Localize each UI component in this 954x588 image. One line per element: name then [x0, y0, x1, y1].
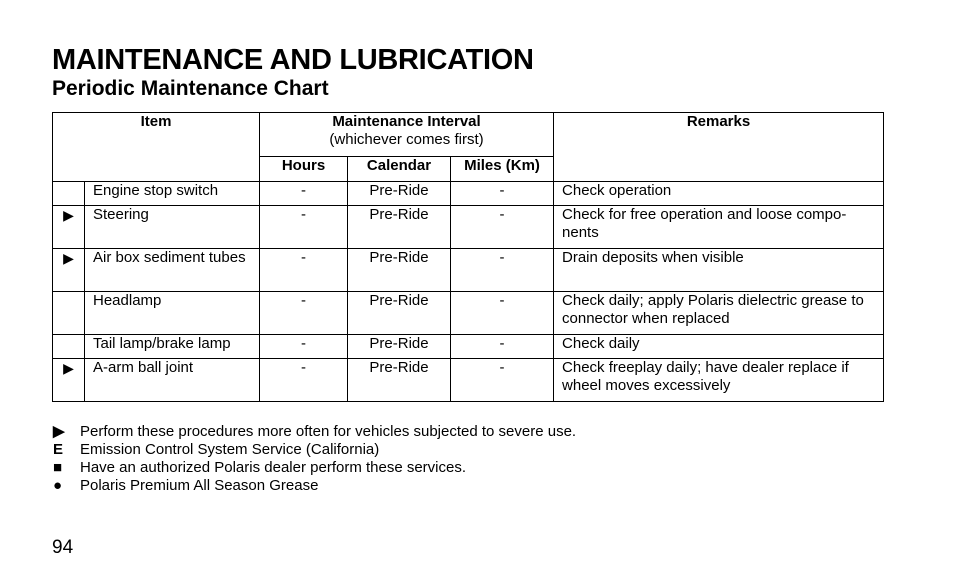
row-item: Air box sediment tubes — [85, 249, 260, 292]
triangle-icon: ▶ — [53, 423, 65, 440]
row-item: Tail lamp/brake lamp — [85, 335, 260, 359]
row-severe-use-marker — [53, 292, 85, 335]
header-miles: Miles (Km) — [451, 157, 554, 182]
legend-item — [52, 477, 576, 495]
row-item: Engine stop switch — [85, 182, 260, 206]
header-remarks: Remarks — [554, 113, 884, 182]
legend-item — [52, 441, 576, 459]
row-calendar: Pre-Ride — [348, 182, 451, 206]
row-hours: - — [260, 206, 348, 249]
table-row — [53, 359, 884, 402]
header-interval-label: Maintenance Interval — [332, 113, 481, 130]
maintenance-chart-table — [52, 112, 884, 402]
row-item: Headlamp — [85, 292, 260, 335]
section-subtitle: Periodic Maintenance Chart — [52, 77, 329, 100]
row-hours: - — [260, 335, 348, 359]
circle-icon: ● — [53, 477, 63, 494]
legend-text: Emission Control System Service (California) — [80, 441, 380, 458]
row-miles: - — [451, 292, 554, 335]
header-maintenance-interval — [260, 113, 554, 157]
row-hours: - — [260, 359, 348, 402]
row-severe-use-marker — [53, 335, 85, 359]
row-miles: - — [451, 335, 554, 359]
row-item: Steering — [85, 206, 260, 249]
row-severe-use-marker: ▶ — [53, 206, 85, 249]
row-hours: - — [260, 182, 348, 206]
row-remarks: Check daily; apply Polaris dielectric grease to connector when replaced — [554, 292, 884, 335]
row-miles: - — [451, 359, 554, 402]
table-row — [53, 206, 884, 249]
row-miles: - — [451, 249, 554, 292]
row-severe-use-marker: ▶ — [53, 359, 85, 402]
row-miles: - — [451, 182, 554, 206]
legend-item — [52, 459, 576, 477]
row-calendar: Pre-Ride — [348, 359, 451, 402]
page-number: 94 — [52, 537, 74, 558]
row-remarks: Check operation — [554, 182, 884, 206]
row-item: A-arm ball joint — [85, 359, 260, 402]
legend — [52, 423, 576, 495]
table-row — [53, 292, 884, 335]
header-item: Item — [53, 113, 260, 182]
row-calendar: Pre-Ride — [348, 292, 451, 335]
table-row — [53, 335, 884, 359]
row-remarks: Check for free operation and loose compo-nents — [554, 206, 884, 249]
row-severe-use-marker — [53, 182, 85, 206]
legend-text: Perform these procedures more often for vehicles subjected to severe use. — [80, 423, 577, 440]
legend-text: Have an authorized Polaris dealer perform these services. — [80, 459, 467, 476]
row-hours: - — [260, 249, 348, 292]
row-severe-use-marker: ▶ — [53, 249, 85, 292]
emission-e-icon: E — [53, 441, 64, 458]
legend-item — [52, 423, 576, 441]
row-calendar: Pre-Ride — [348, 206, 451, 249]
row-miles: - — [451, 206, 554, 249]
legend-text: Polaris Premium All Season Grease — [80, 477, 319, 494]
table-row — [53, 182, 884, 206]
row-remarks: Check freeplay daily; have dealer replace if wheel moves excessively — [554, 359, 884, 402]
header-calendar: Calendar — [348, 157, 451, 182]
row-calendar: Pre-Ride — [348, 249, 451, 292]
header-interval-note: (whichever comes first) — [329, 131, 484, 148]
header-hours: Hours — [260, 157, 348, 182]
row-hours: - — [260, 292, 348, 335]
table-row — [53, 249, 884, 292]
row-calendar: Pre-Ride — [348, 335, 451, 359]
row-remarks: Check daily — [554, 335, 884, 359]
page-title: MAINTENANCE AND LUBRICATION — [52, 44, 534, 76]
square-icon: ■ — [53, 459, 63, 476]
row-remarks: Drain deposits when visible — [554, 249, 884, 292]
